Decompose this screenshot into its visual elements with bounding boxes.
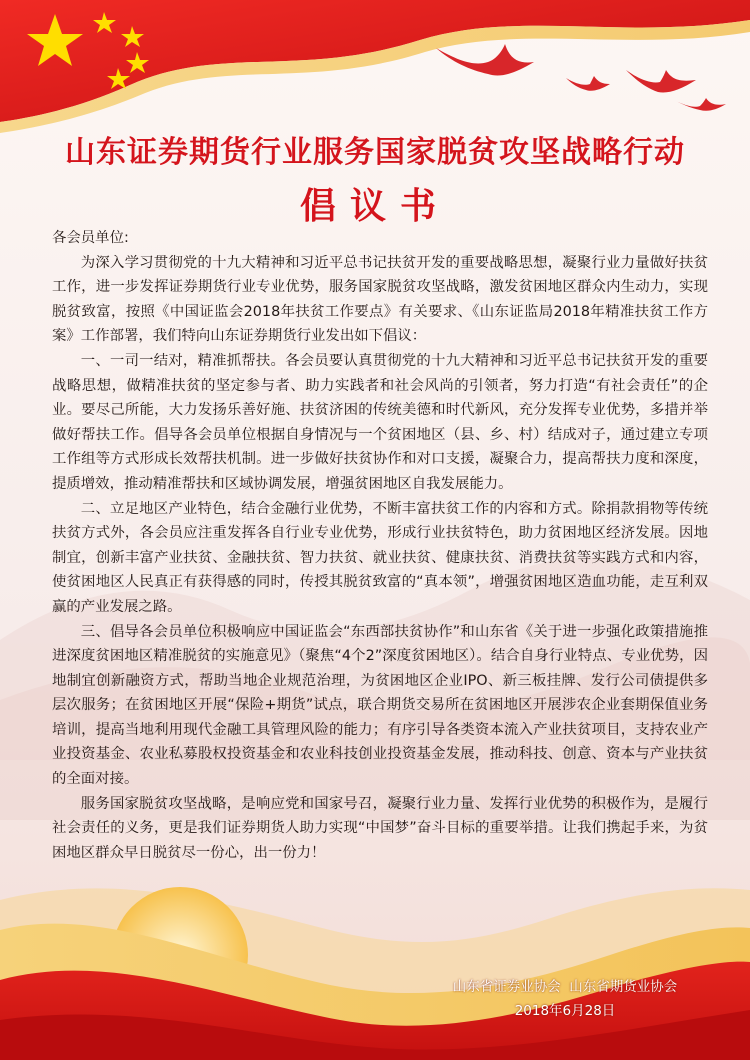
signing-organizations: 山东省证券业协会 山东省期货业协会	[452, 979, 678, 995]
paragraph-closing: 服务国家脱贫攻坚战略，是响应党和国家号召，凝聚行业力量、发挥行业优势的积极作为，是履行社会责任的义务，更是我们证券期货人助力实现“中国梦”奋斗目标的重要举措。让我们携起手来，为贫困地区群众早日脱贫尽一份心，出一份力！	[52, 795, 708, 861]
signing-date: 2018年6月28日	[514, 1003, 616, 1019]
document-type-heading: 倡议书	[299, 185, 450, 227]
letter-body	[52, 226, 708, 865]
paragraph-point-1: 一、一司一结对，精准抓帮扶。各会员要认真贯彻党的十九大精神和习近平总书记扶贫开发的重要战略思想，做精准扶贫的坚定参与者、助力实践者和社会风尚的引领者，努力打造“有社会责任”的企业。要尽己所能，大力发扬乐善好施、扶贫济困的传统美德和时代新风，充分发挥专业优势，多措并举做好帮扶工作。倡导各会员单位根据自身情况与一个贫困地区（县、乡、村）结成对子，通过建立专项工作组等方式形成长效帮扶机制。进一步做好扶贫协作和对口支援，凝聚合力，提高帮扶力度和深度，提质增效，推动精准帮扶和区域协调发展，增强贫困地区自我发展能力。	[52, 352, 708, 492]
paragraph-point-3: 三、倡导各会员单位积极响应中国证监会“东西部扶贫协作”和山东省《关于进一步强化政策措施推进深度贫困地区精准脱贫的实施意见》（聚焦“4个2”深度贫困地区）。结合自身行业特点、专业优势，因地制宜创新融资方式，帮助当地企业规范治理，为贫困地区企业IPO、新三板挂牌、发行公司债提供多层次服务；在贫困地区开展“保险+期货”试点，联合期货交易所在贫困地区开展涉农企业套期保值业务培训，提高当地利用现代金融工具管理风险的能力；有序引导各类资本流入产业扶贫项目，支持农业产业投资基金、农业私募股权投资基金和农业科技创业投资基金发展，推动科技、创意、资本与产业扶贫的全面对接。	[52, 623, 708, 788]
signature-block	[400, 975, 730, 1023]
page-title: 山东证券期货行业服务国家脱贫攻坚战略行动	[65, 135, 685, 170]
salutation: 各会员单位:	[52, 230, 129, 246]
paragraph-point-2: 二、立足地区产业特色，结合金融行业优势，不断丰富扶贫工作的内容和方式。除捐款捐物等传统扶贫方式外，各会员应注重发挥各自行业专业优势，形成行业扶贫特色，助力贫困地区经济发展。因地制宜，创新丰富产业扶贫、金融扶贫、智力扶贫、就业扶贫、健康扶贫、消费扶贫等实践方式和内容，使贫困地区人民真正有获得感的同时，传授其脱贫致富的“真本领”，增强贫困地区造血功能，走互利双赢的产业发展之路。	[52, 500, 708, 615]
paragraph-intro: 为深入学习贯彻党的十九大精神和习近平总书记扶贫开发的重要战略思想，凝聚行业力量做好扶贫工作，进一步发挥证券期货行业专业优势，服务国家脱贫攻坚战略，激发贫困地区群众内生动力，实现脱贫致富，按照《中国证监会2018年扶贫工作要点》有关要求、《山东证监局2018年精准扶贫工作方案》工作部署，我们特向山东证券期货行业发出如下倡议：	[52, 254, 708, 345]
